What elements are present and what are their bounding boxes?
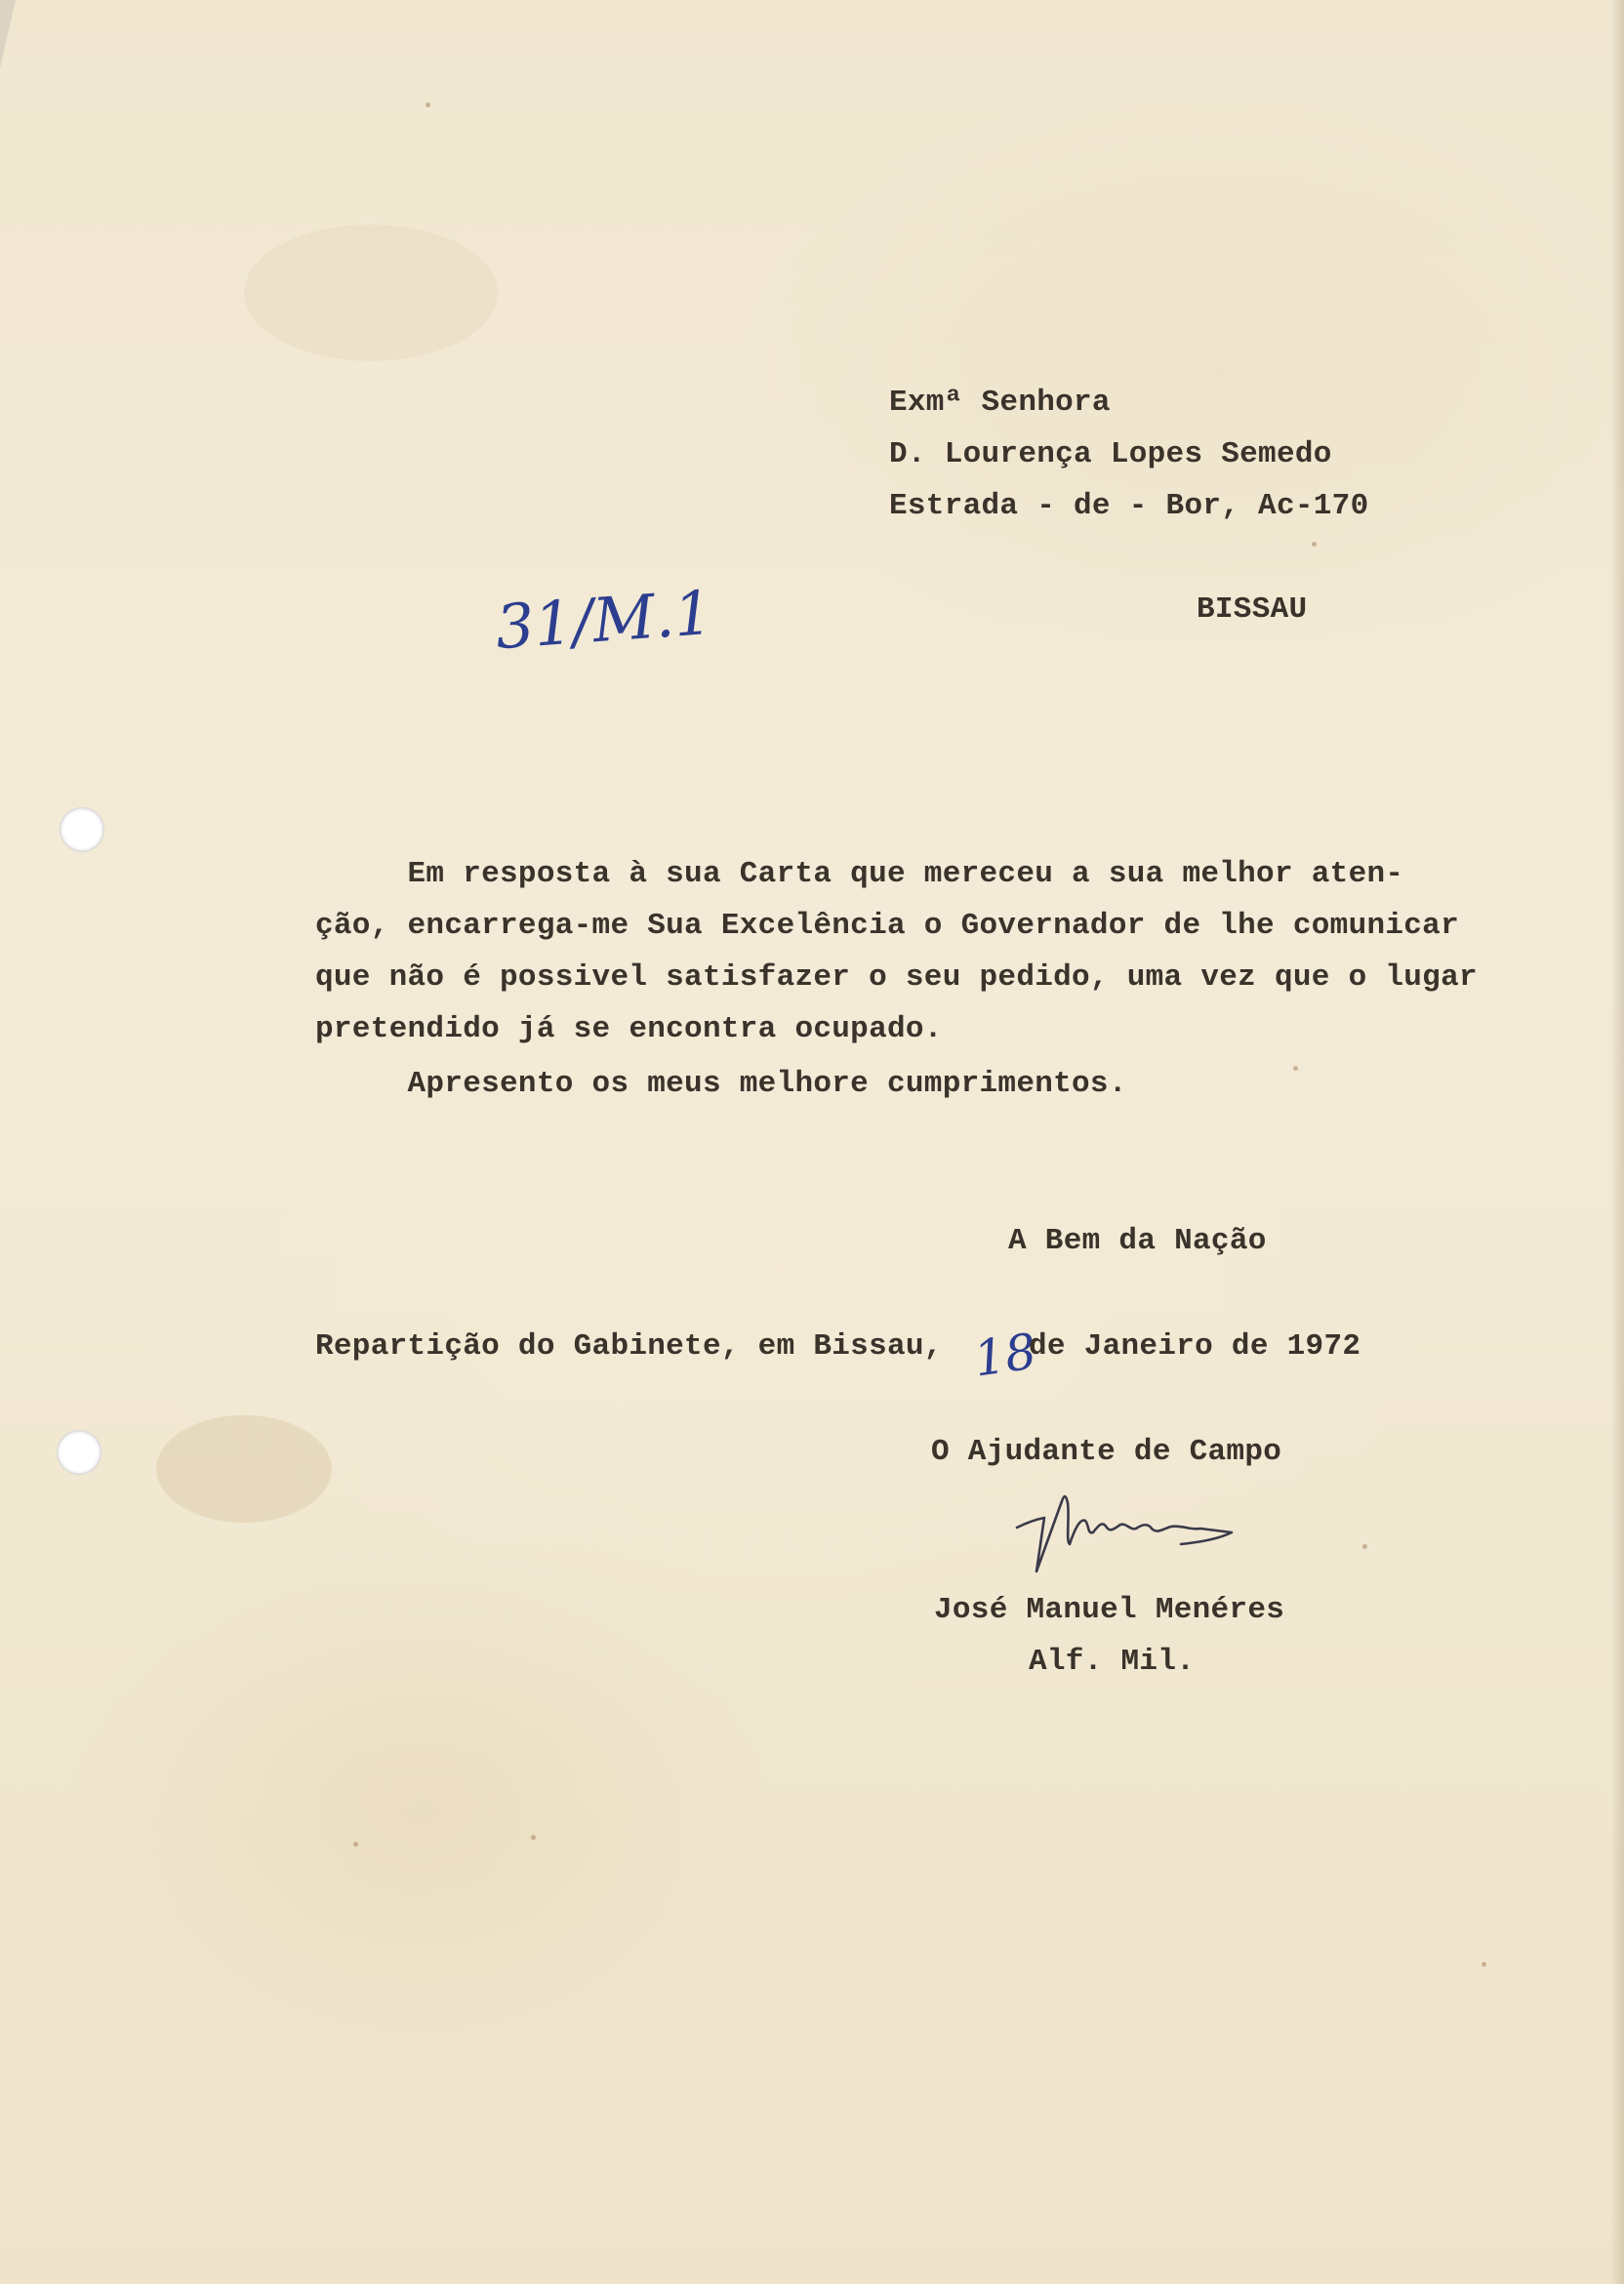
page-edge-shadow — [1610, 0, 1624, 2284]
date-line-prefix: Repartição do Gabinete, em Bissau, — [315, 1329, 943, 1364]
handwritten-reference-mark — [486, 566, 720, 673]
paper-spot — [1312, 542, 1317, 547]
date-day-text: 18 — [970, 1323, 1040, 1388]
paper-spot — [531, 1835, 536, 1840]
addressee-city: BISSAU — [1197, 592, 1308, 627]
handwritten-day — [970, 1316, 1040, 1394]
paper-spot — [1482, 1962, 1486, 1967]
addressee-street: Estrada - de - Bor, Ac-170 — [889, 489, 1369, 523]
date-line-suffix: de Janeiro de 1972 — [1029, 1329, 1361, 1364]
signatory-role: O Ajudante de Campo — [931, 1435, 1282, 1469]
punch-hole-top — [60, 807, 104, 852]
paper-stain — [156, 1415, 332, 1523]
signatory-rank: Alf. Mil. — [1029, 1645, 1196, 1679]
body-line-4: pretendido já se encontra ocupado. — [315, 1012, 943, 1046]
addressee-salutation: Exmª Senhora — [889, 386, 1111, 420]
reference-mark-text: 31/M.1 — [493, 576, 715, 664]
paper-spot — [426, 102, 430, 107]
body-line-2: ção, encarrega-me Sua Excelência o Governador de lhe comunicar — [315, 909, 1459, 943]
closing-formula: A Bem da Nação — [1008, 1224, 1267, 1258]
paper-spot — [1362, 1544, 1367, 1549]
body-line-3: que não é possivel satisfazer o seu pedido, uma vez que o lugar — [315, 960, 1478, 995]
body-line-5: Apresento os meus melhore cumprimentos. — [315, 1067, 1127, 1101]
body-line-1: Em resposta à sua Carta que mereceu a sua melhor aten- — [315, 857, 1404, 891]
signatory-name: José Manuel Menéres — [934, 1593, 1285, 1627]
addressee-name: D. Lourença Lopes Semedo — [889, 437, 1332, 471]
paper-spot — [353, 1842, 358, 1847]
corner-fold — [0, 0, 16, 68]
paper-spot — [1293, 1066, 1298, 1071]
punch-hole-bottom — [57, 1430, 102, 1475]
paper-stain — [244, 224, 498, 361]
signature — [1005, 1474, 1298, 1581]
